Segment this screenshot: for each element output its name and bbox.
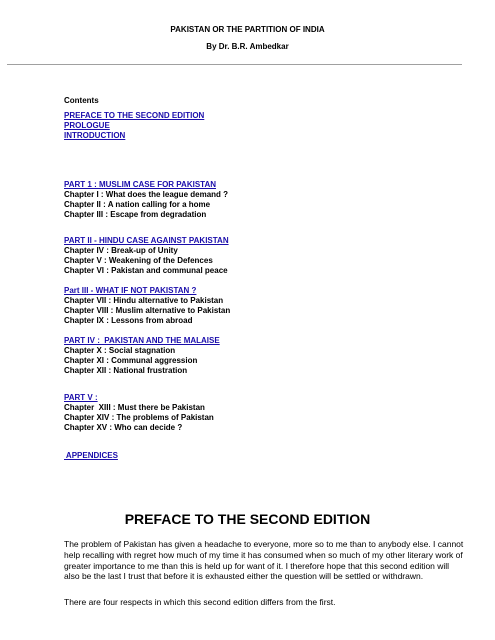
chapter-8: Chapter VIII : Muslim alternative to Pakistan — [64, 306, 231, 315]
chapter-6: Chapter VI : Pakistan and communal peace — [64, 266, 228, 275]
link-part-1[interactable]: PART 1 : MUSLIM CASE FOR PAKISTAN — [64, 180, 216, 189]
link-part-3[interactable]: Part III - WHAT IF NOT PAKISTAN ? — [64, 286, 197, 295]
link-preface[interactable]: PREFACE TO THE SECOND EDITION — [64, 111, 205, 120]
chapter-5: Chapter V : Weakening of the Defences — [64, 256, 213, 265]
preface-title: PREFACE TO THE SECOND EDITION — [124, 511, 371, 527]
chapter-3: Chapter III : Escape from degradation — [64, 210, 207, 219]
chapter-12: Chapter XII : National frustration — [64, 366, 188, 375]
contents-heading: Contents — [64, 96, 99, 105]
preface-paragraph-1: The problem of Pakistan has given a headache to everyone, more so to me than to anybody else. I cannot help recalling with regret how much of my time it has consumed when so much of my other literary work of greater importance to me than this is held up for want of it. I therefore hope that this second edition will also be the last I trust that before it is exhausted either the question will be settled or withdrawn. — [64, 539, 464, 582]
link-appendices[interactable]: APPENDICES — [64, 451, 118, 460]
chapter-7: Chapter VII : Hindu alternative to Pakistan — [64, 296, 224, 305]
link-introduction[interactable]: INTRODUCTION — [64, 131, 126, 140]
chapter-9: Chapter IX : Lessons from abroad — [64, 316, 193, 325]
document-author: By Dr. B.R. Ambedkar — [206, 42, 289, 51]
link-part-5[interactable]: PART V : — [64, 393, 98, 402]
preface-paragraph-2: There are four respects in which this second edition differs from the first. — [64, 597, 336, 607]
part-1-section — [64, 180, 228, 220]
chapter-13: Chapter XIII : Must there be Pakistan — [64, 403, 205, 412]
link-prologue[interactable]: PROLOGUE — [64, 121, 110, 130]
appendices-section — [64, 451, 118, 461]
chapter-14: Chapter XIV : The problems of Pakistan — [64, 413, 214, 422]
chapter-10: Chapter X : Social stagnation — [64, 346, 176, 355]
intro-links — [64, 111, 204, 141]
chapter-2: Chapter II : A nation calling for a home — [64, 200, 211, 209]
document-title: PAKISTAN OR THE PARTITION OF INDIA — [170, 25, 325, 34]
part-5-section — [64, 393, 214, 433]
header-divider — [7, 64, 462, 65]
link-part-4[interactable]: PART IV : PAKISTAN AND THE MALAISE — [64, 336, 220, 345]
chapter-4: Chapter IV : Break-up of Unity — [64, 246, 178, 255]
chapter-15: Chapter XV : Who can decide ? — [64, 423, 183, 432]
part-2-section — [64, 236, 229, 276]
part-4-section — [64, 336, 220, 376]
chapter-1: Chapter I : What does the league demand ? — [64, 190, 229, 199]
link-part-2[interactable]: PART II - HINDU CASE AGAINST PAKISTAN — [64, 236, 229, 245]
chapter-11: Chapter XI : Communal aggression — [64, 356, 198, 365]
part-3-section — [64, 286, 230, 326]
